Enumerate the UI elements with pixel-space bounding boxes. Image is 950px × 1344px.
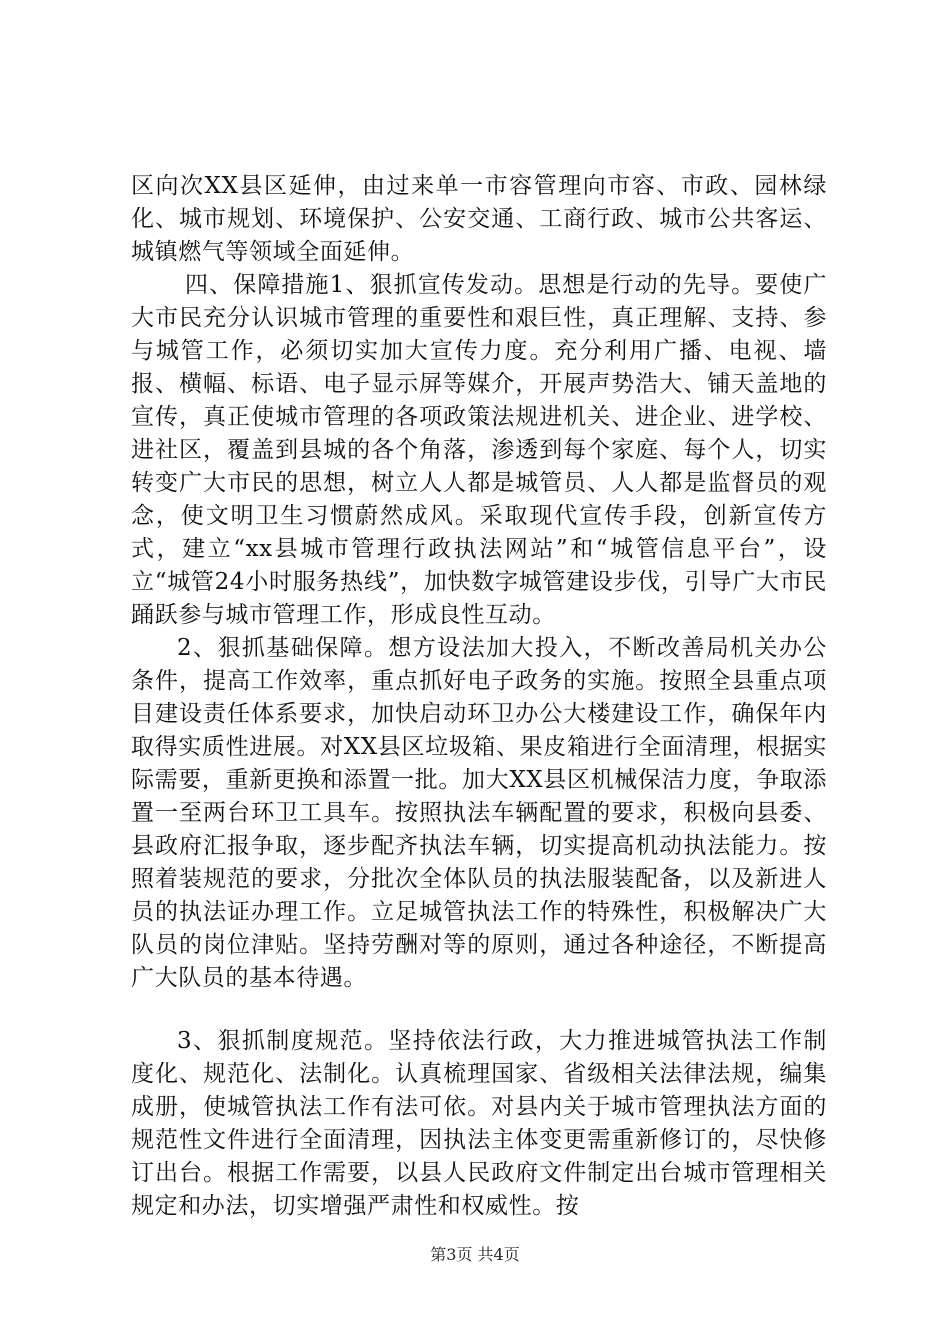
document-body — [131, 170, 827, 1223]
paragraph-gap — [131, 995, 827, 1025]
paragraph-intro-continuation: 区向次XX县区延伸，由过来单一市容管理向市容、市政、园林绿化、城市规划、环境保护、公安交通、工商行政、城市公共客运、城镇燃气等领域全面延伸。 — [131, 173, 827, 265]
paragraph-safeguard-publicity: 四、保障措施1、狠抓宣传发动。思想是行动的先导。要使广大市民充分认识城市管理的重要性和艰巨性，真正理解、支持、参与城管工作，必须切实加大宣传力度。充分利用广播、电视、墙报、横幅、标语、电子显示屏等媒介，开展声势浩大、铺天盖地的宣传，真正使城市管理的各项政策法规进机关、进企业、进学校、进社区，覆盖到县城的各个角落，渗透到每个家庭、每个人，切实转变广大市民的思想，树立人人都是城管员、人人都是监督员的观念，使文明卫生习惯蔚然成风。采取现代宣传手段，创新宣传方式，建立“xx县城市管理行政执法网站”和“城管信息平台”，设立“城管24小时服务热线”，加快数字城管建设步伐，引导广大市民踊跃参与城市管理工作，形成良性互动。 — [131, 272, 827, 628]
page-number-footer: 第3页 共4页 — [430, 1245, 520, 1264]
paragraph-system-norms: 3、狠抓制度规范。坚持依法行政，大力推进城管执法工作制度化、规范化、法制化。认真梳理国家、省级相关法律法规，编集成册，使城管执法工作有法可依。对县内关于城市管理执法方面的规范性文件进行全面清理，因执法主体变更需重新修订的，尽快修订出台。根据工作需要，以县人民政府文件制定出台城市管理相关规定和办法，切实增强严肃性和权威性。按 — [131, 1028, 827, 1219]
paragraph-basic-guarantee: 2、狠抓基础保障。想方设法加大投入，不断改善局机关办公条件，提高工作效率，重点抓好电子政务的实施。按照全县重点项目建设责任体系要求，加快启动环卫办公大楼建设工作，确保年内取得实质性进展。对XX县区垃圾箱、果皮箱进行全面清理，根据实际需要，重新更换和添置一批。加大XX县区机械保洁力度，争取添置一至两台环卫工具车。按照执法车辆配置的要求，积极向县委、县政府汇报争取，逐步配齐执法车辆，切实提高机动执法能力。按照着装规范的要求，分批次全体队员的执法服装配备，以及新进人员的执法证办理工作。立足城管执法工作的特殊性，积极解决广大队员的岗位津贴。坚持劳酬对等的原则，通过各种途径，不断提高广大队员的基本待遇。 — [131, 635, 827, 991]
